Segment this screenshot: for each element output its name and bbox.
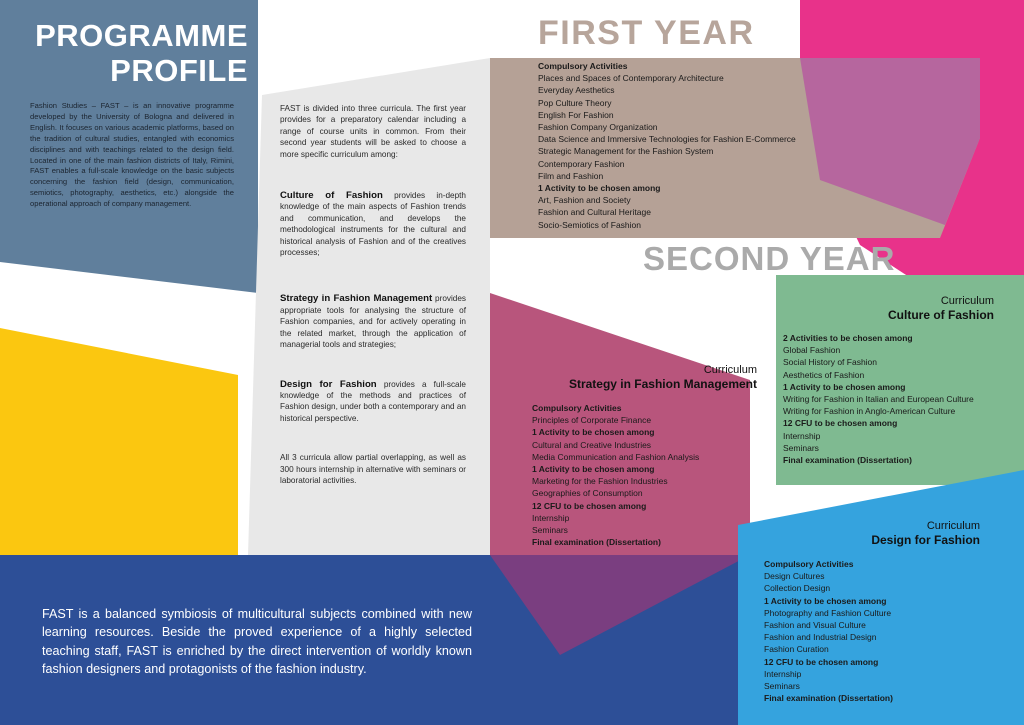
curricula-description xyxy=(280,103,466,486)
list-item: Fashion and Industrial Design xyxy=(764,632,877,643)
first-year-course-list xyxy=(538,60,796,231)
list-heading: 12 CFU to be chosen among xyxy=(532,500,647,511)
list-heading: Compulsory Activities xyxy=(538,61,628,71)
curriculum-culture-heading xyxy=(780,295,994,322)
list-heading: Compulsory Activities xyxy=(764,559,854,569)
description-culture xyxy=(280,190,466,258)
list-heading: Final examination (Dissertation) xyxy=(532,537,661,548)
list-item: Writing for Fashion in Italian and European Culture xyxy=(783,394,974,405)
list-heading: 1 Activity to be chosen among xyxy=(538,183,661,194)
list-item: English For Fashion xyxy=(538,109,614,120)
list-item: Fashion and Cultural Heritage xyxy=(538,207,651,218)
list-item: Strategic Management for the Fashion System xyxy=(538,146,714,157)
list-item: Everyday Aesthetics xyxy=(538,85,615,96)
list-item: Art, Fashion and Society xyxy=(538,195,631,206)
curriculum-strategy-title: Strategy in Fashion Management xyxy=(568,377,757,391)
list-item: Seminars xyxy=(532,525,568,536)
description-strategy-text: provides appropriate tools for analysing the structure of Fashion companies, and for actively operating in the related market, through the application of managerial tools and strategies; xyxy=(280,294,466,350)
curriculum-culture-title: Culture of Fashion xyxy=(888,308,994,322)
list-item: Collection Design xyxy=(764,583,831,594)
bottom-statement: FAST is a balanced symbiosis of multicultural subjects combined with new learning resources. Beside the proved experience of a highly selected teaching staff, FAST is enriched by the direct intervention of worldly known fashion designers and protagonists of the fashion industry. xyxy=(42,607,472,677)
list-item: Fashion Curation xyxy=(764,644,829,655)
description-paragraph-1: FAST is divided into three curricula. The first year provides for a preparatory calendar including a range of course units in common. From their second year students will be asked to choose a more specific curriculum among: xyxy=(280,104,466,159)
list-item: Film and Fashion xyxy=(538,170,604,181)
description-strategy xyxy=(280,293,466,350)
curriculum-design-heading xyxy=(760,520,980,547)
description-culture-title: Culture of Fashion xyxy=(280,190,383,202)
list-item: Internship xyxy=(783,430,821,441)
list-item: Writing for Fashion in Anglo-American Culture xyxy=(783,406,956,417)
list-heading: 12 CFU to be chosen among xyxy=(783,418,898,429)
list-item: Media Communication and Fashion Analysis xyxy=(532,451,700,462)
list-item: Global Fashion xyxy=(783,345,841,356)
list-heading: Compulsory Activities xyxy=(532,403,622,413)
list-item: Principles of Corporate Finance xyxy=(532,415,652,426)
curriculum-culture-label: Curriculum xyxy=(940,295,994,307)
page-title-line-1: PROGRAMME xyxy=(35,18,248,53)
list-item: Places and Spaces of Contemporary Architecture xyxy=(538,73,724,84)
list-item: Internship xyxy=(532,512,570,523)
description-design-title: Design for Fashion xyxy=(280,378,377,390)
description-strategy-title: Strategy in Fashion Management xyxy=(280,293,433,305)
list-item: Design Cultures xyxy=(764,571,825,582)
list-heading: 1 Activity to be chosen among xyxy=(532,427,655,438)
list-item: Socio-Semiotics of Fashion xyxy=(538,219,641,230)
description-last-paragraph: All 3 curricula allow partial overlapping, as well as 300 hours internship in alternative with seminars or laboratorial activities. xyxy=(280,453,466,485)
description-design-text: provides a full-scale knowledge of the methods and practices of Fashion design, under both a contemporary and an historical perspective. xyxy=(280,379,466,423)
first-year-title: FIRST YEAR xyxy=(538,14,755,52)
list-item: Contemporary Fashion xyxy=(538,158,625,169)
list-item: Pop Culture Theory xyxy=(538,97,612,108)
list-heading: 1 Activity to be chosen among xyxy=(532,464,655,475)
list-item: Cultural and Creative Industries xyxy=(532,439,652,450)
list-item: Photography and Fashion Culture xyxy=(764,607,892,618)
page-title-line-2: PROFILE xyxy=(110,53,248,88)
list-item: Fashion Company Organization xyxy=(538,122,658,133)
curriculum-strategy-list xyxy=(532,402,699,548)
list-item: Geographies of Consumption xyxy=(532,488,643,499)
list-item: Seminars xyxy=(764,681,800,692)
curriculum-design-label: Curriculum xyxy=(926,520,980,532)
list-heading: 1 Activity to be chosen among xyxy=(783,381,906,392)
list-item: Seminars xyxy=(783,442,819,453)
list-heading: 1 Activity to be chosen among xyxy=(764,595,887,606)
list-item: Marketing for the Fashion Industries xyxy=(532,476,668,487)
list-item: Data Science and Immersive Technologies for Fashion E-Commerce xyxy=(538,134,796,145)
curriculum-design-title: Design for Fashion xyxy=(871,533,980,547)
list-item: Fashion and Visual Culture xyxy=(764,620,866,631)
curriculum-strategy-label: Curriculum xyxy=(703,364,757,376)
list-heading: Final examination (Dissertation) xyxy=(783,455,912,466)
list-heading: Final examination (Dissertation) xyxy=(764,693,893,704)
list-item: Aesthetics of Fashion xyxy=(783,369,865,380)
page-title xyxy=(20,18,248,88)
bg-yellow-shape xyxy=(0,328,238,560)
list-heading: 2 Activities to be chosen among xyxy=(783,333,913,343)
curriculum-design-list xyxy=(764,558,893,704)
description-design xyxy=(280,379,466,425)
intro-paragraph: Fashion Studies – FAST – is an innovative programme developed by the University of Bologna and delivered in English. It focuses on various academic platforms, based on the tradition of cultural studies, entangled with economics disciplines and with teachings related to the design field. Located in one of the main fashion districts of Italy, Rimini, FAST enables a full-scale knowledge on the basic subjects concerning the fashion field (design, communication, semiotics, photography, aesthetics, etc.) alongside the operational approach of company management. xyxy=(30,101,234,209)
list-item: Internship xyxy=(764,668,802,679)
list-item: Social History of Fashion xyxy=(783,357,878,368)
description-culture-text: provides in-depth knowledge of the main aspects of Fashion trends and communication, and develops the methodological instruments for the cultural and historical analysis of Fashion and of the creatives processes; xyxy=(280,191,466,258)
curriculum-culture-list xyxy=(783,332,974,466)
list-heading: 12 CFU to be chosen among xyxy=(764,656,879,667)
curriculum-strategy-heading xyxy=(500,364,757,391)
second-year-title: SECOND YEAR xyxy=(643,240,896,277)
